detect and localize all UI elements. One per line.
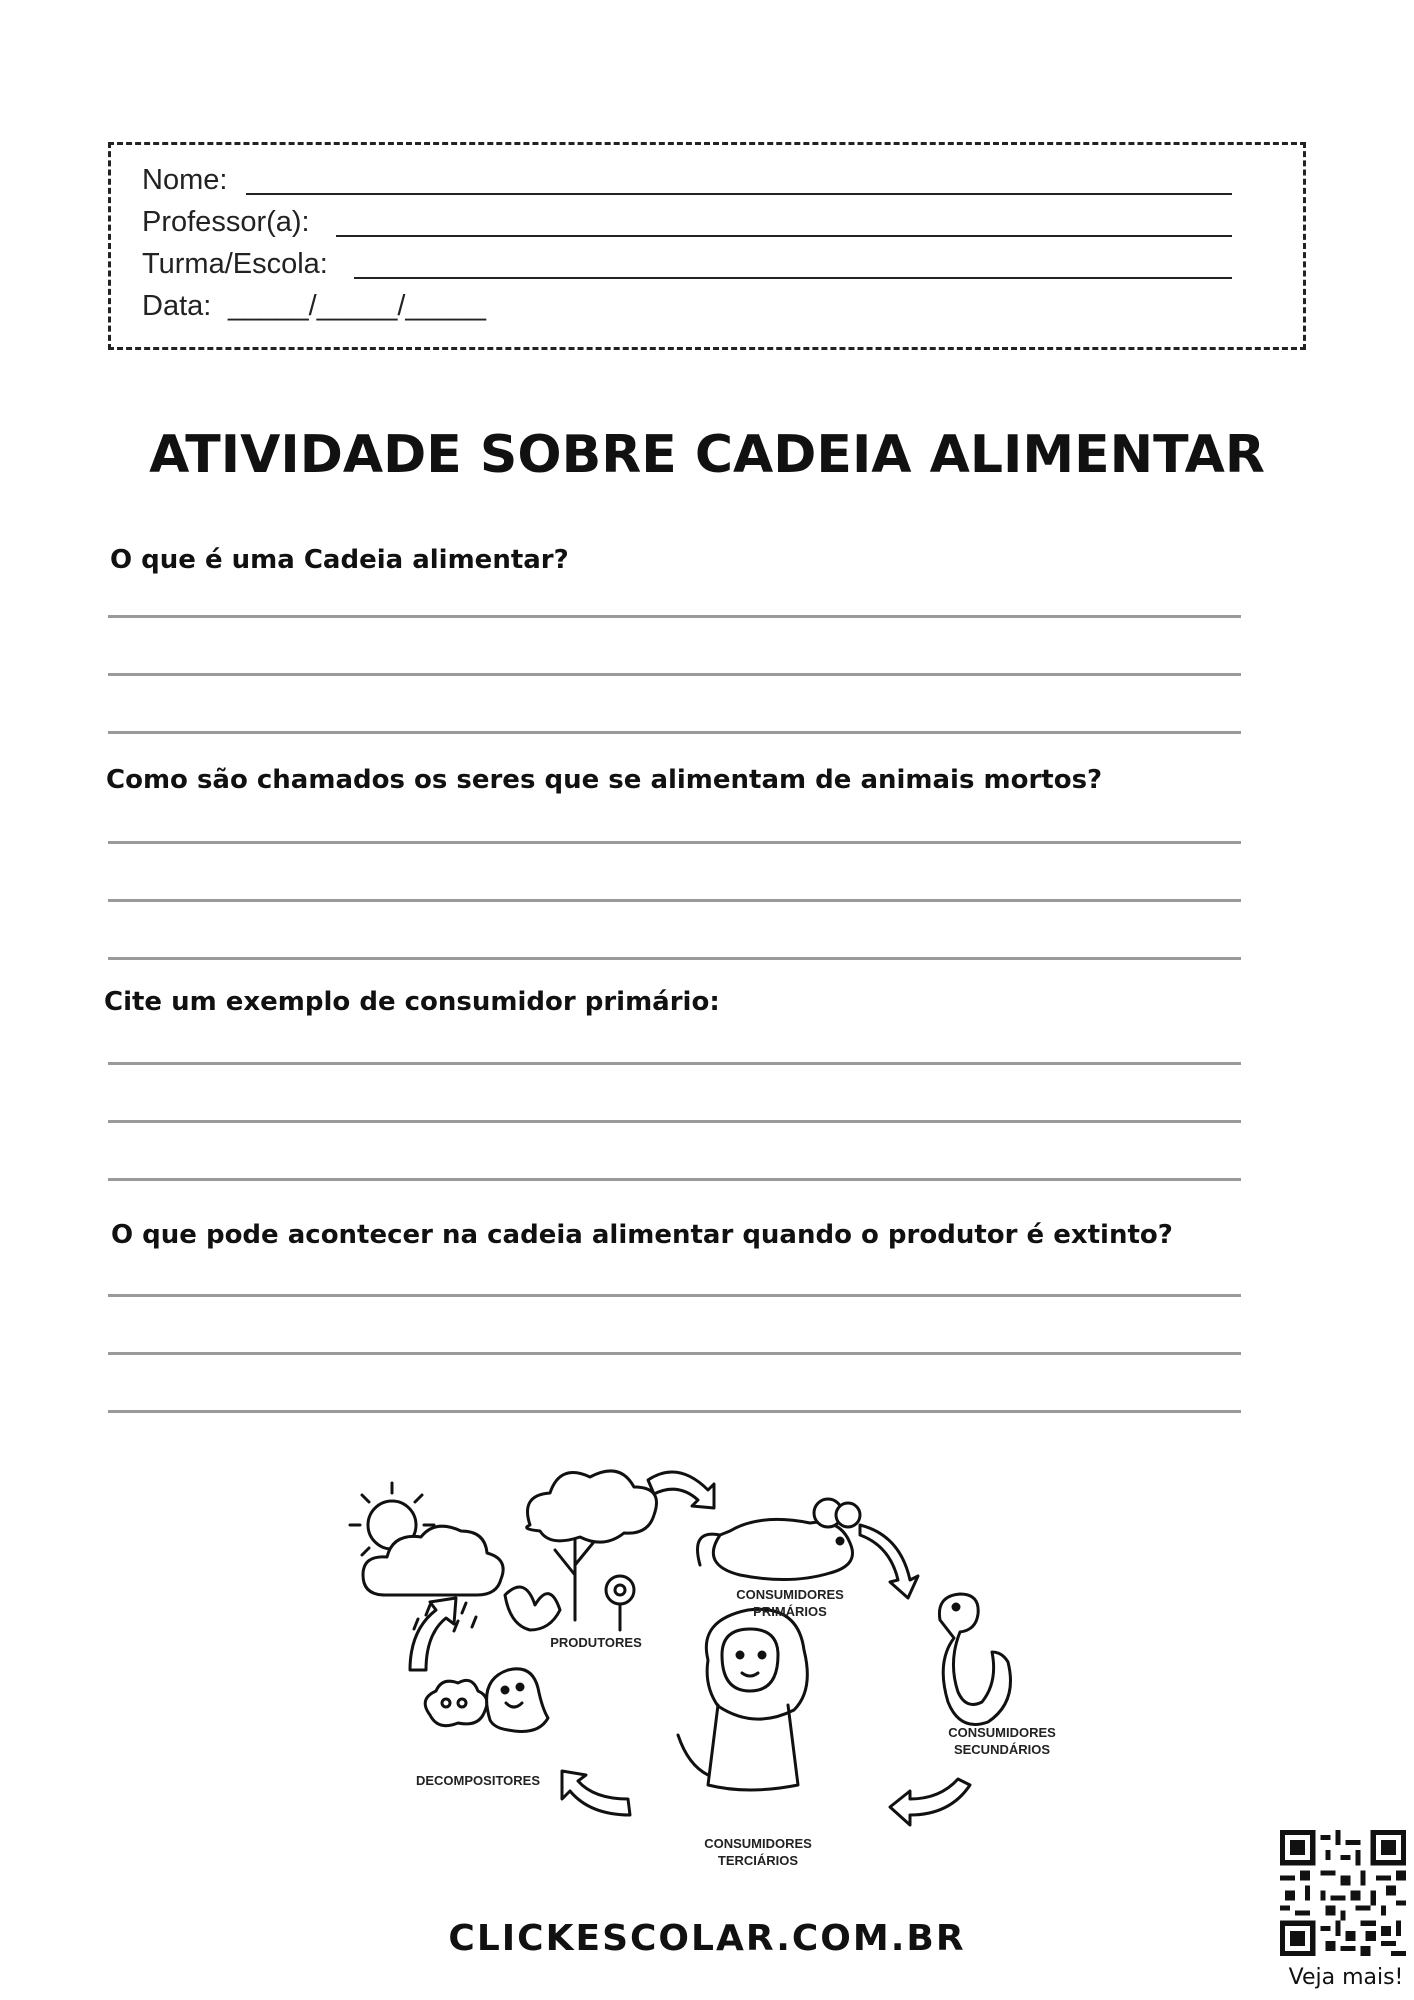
secondary-consumers-label-2: SECUNDÁRIOS xyxy=(953,1742,1051,1757)
tertiary-consumers-label-1: CONSUMIDORES xyxy=(704,1836,812,1851)
answer-line[interactable] xyxy=(108,899,1241,902)
date-label: Data: xyxy=(142,290,212,322)
secondary-consumers-label-1: CONSUMIDORES xyxy=(948,1725,1056,1740)
primary-consumers-label-1: CONSUMIDORES xyxy=(736,1587,844,1602)
question-3: Cite um exemplo de consumidor primário: xyxy=(104,987,720,1017)
class-school-label: Turma/Escola: xyxy=(142,248,328,280)
question-2: Como são chamados os seres que se alimentam de animais mortos? xyxy=(106,765,1103,795)
producers-icon xyxy=(505,1471,657,1630)
teacher-input-line[interactable] xyxy=(336,235,1232,237)
arrow-icon xyxy=(890,1779,970,1825)
answer-line[interactable] xyxy=(108,957,1241,960)
primary-consumers-label-2: PRIMÁRIOS xyxy=(753,1604,827,1619)
date-blank[interactable]: _____/_____/_____ xyxy=(228,290,487,322)
arrow-icon xyxy=(410,1598,456,1670)
decomposers-label: DECOMPOSITORES xyxy=(415,1773,541,1788)
answer-line[interactable] xyxy=(108,1178,1241,1181)
answer-line[interactable] xyxy=(108,1062,1241,1065)
lion-icon xyxy=(678,1609,807,1790)
answer-line[interactable] xyxy=(108,1410,1241,1413)
answer-line[interactable] xyxy=(108,1294,1241,1297)
question-4: O que pode acontecer na cadeia alimentar quando o produtor é extinto? xyxy=(111,1220,1173,1250)
producers-label: PRODUTORES xyxy=(550,1635,642,1650)
food-chain-diagram xyxy=(330,1455,1090,1875)
arrow-icon xyxy=(562,1771,630,1815)
answer-line[interactable] xyxy=(108,1352,1241,1355)
answer-line[interactable] xyxy=(108,1120,1241,1123)
site-url[interactable]: CLICKESCOLAR.COM.BR xyxy=(448,1918,966,1959)
name-label: Nome: xyxy=(142,164,228,196)
teacher-label: Professor(a): xyxy=(142,206,310,238)
decomposers-icon xyxy=(425,1669,548,1732)
answer-line[interactable] xyxy=(108,673,1241,676)
class-school-input-line[interactable] xyxy=(354,277,1232,279)
answer-line[interactable] xyxy=(108,841,1241,844)
answer-line[interactable] xyxy=(108,615,1241,618)
question-1: O que é uma Cadeia alimentar? xyxy=(110,545,569,575)
arrow-icon xyxy=(860,1525,918,1598)
qr-code-icon[interactable] xyxy=(1280,1830,1406,1956)
page-title: ATIVIDADE SOBRE CADEIA ALIMENTAR xyxy=(149,425,1265,485)
see-more-label: Veja mais! xyxy=(1288,1965,1404,1990)
answer-line[interactable] xyxy=(108,731,1241,734)
snake-icon xyxy=(939,1594,1010,1725)
name-input-line[interactable] xyxy=(246,193,1232,195)
mouse-icon xyxy=(698,1499,861,1580)
tertiary-consumers-label-2: TERCIÁRIOS xyxy=(717,1853,799,1868)
